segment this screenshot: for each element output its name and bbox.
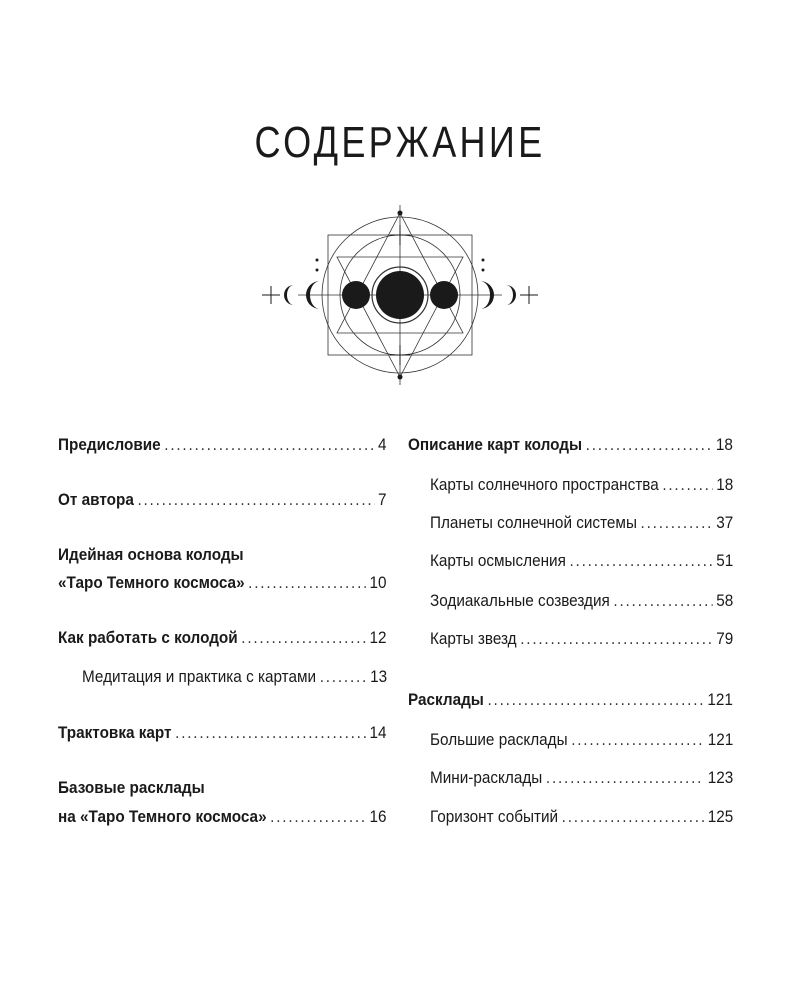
toc-page: 18 [715, 435, 733, 454]
toc-label: Карты осмысления [430, 551, 566, 570]
toc-entry-description[interactable] [408, 435, 733, 455]
toc-entry-author[interactable] [58, 490, 387, 510]
leader-dots [487, 690, 703, 710]
leader-dots [662, 475, 712, 495]
toc-page: 4 [377, 435, 387, 454]
toc-entry-meaning[interactable] [430, 551, 733, 571]
leader-dots [164, 435, 374, 455]
leader-dots [586, 435, 713, 455]
toc-label: Предисловие [58, 435, 161, 454]
toc-entry-spreads[interactable] [408, 690, 733, 710]
leader-dots [241, 628, 366, 648]
leader-dots [613, 591, 712, 611]
leader-dots [570, 551, 713, 571]
toc-page: 10 [369, 573, 387, 592]
leader-dots [571, 730, 704, 750]
toc-entry-stars[interactable] [430, 629, 733, 649]
page-title: СОДЕРЖАНИЕ [254, 118, 546, 167]
toc-entry-solar-space[interactable] [430, 475, 733, 495]
leader-dots [320, 667, 367, 687]
toc-entry-meditation[interactable] [82, 667, 387, 687]
toc-label: Большие расклады [430, 730, 568, 749]
toc-label: Описание карт колоды [408, 435, 583, 454]
toc-entry-zodiac[interactable] [430, 591, 733, 611]
toc-entry-idea-line1: Идейная основа колоды [58, 545, 244, 564]
leader-dots [248, 573, 366, 593]
toc-page: 14 [369, 723, 387, 742]
leader-dots [520, 629, 712, 649]
toc-entry-horizon[interactable] [430, 807, 733, 827]
leader-dots [137, 490, 374, 510]
leader-dots [270, 807, 366, 827]
leader-dots [546, 768, 704, 788]
toc-entry-interpretation[interactable] [58, 723, 387, 743]
toc-entry-mini-spreads[interactable] [430, 768, 733, 788]
toc-page: 37 [716, 513, 734, 532]
toc-page: 125 [707, 807, 734, 826]
toc-label: Карты звезд [430, 629, 517, 648]
toc-label: Мини-расклады [430, 768, 543, 787]
toc-page: 121 [707, 730, 734, 749]
toc-label: Медитация и практика с картами [82, 667, 317, 686]
toc-page: 18 [716, 475, 734, 494]
toc-label: Как работать с колодой [58, 628, 238, 647]
toc-page: 12 [369, 628, 387, 647]
toc-label: Карты солнечного пространства [430, 475, 659, 494]
toc-label: «Таро Темного космоса» [58, 573, 245, 592]
toc-page: 123 [707, 768, 734, 787]
toc-entry-big-spreads[interactable] [430, 730, 733, 750]
toc-page: 13 [370, 667, 388, 686]
moon-phases-ornament-icon [258, 205, 542, 385]
toc-label: на «Таро Темного космоса» [58, 807, 267, 826]
toc-page: 16 [369, 807, 387, 826]
toc-page: 121 [707, 690, 733, 709]
toc-label: Зодиакальные созвездия [430, 591, 610, 610]
toc-label: Планеты солнечной системы [430, 513, 637, 532]
leader-dots [562, 807, 704, 827]
toc-entry-howto[interactable] [58, 628, 387, 648]
toc-page: 7 [377, 490, 387, 509]
toc-page: 79 [716, 629, 734, 648]
toc-entry-idea[interactable] [58, 573, 387, 593]
leader-dots [175, 723, 366, 743]
leader-dots [641, 513, 713, 533]
toc-page: 58 [716, 591, 734, 610]
toc-label: Трактовка карт [58, 723, 172, 742]
toc-label: Расклады [408, 690, 484, 709]
toc-page: 51 [716, 551, 734, 570]
toc-label: От автора [58, 490, 134, 509]
toc-entry-basic[interactable] [58, 807, 387, 827]
toc-entry-basic-line1: Базовые расклады [58, 778, 205, 797]
toc-entry-preface[interactable] [58, 435, 387, 455]
toc-entry-planets[interactable] [430, 513, 733, 533]
toc-label: Горизонт событий [430, 807, 559, 826]
